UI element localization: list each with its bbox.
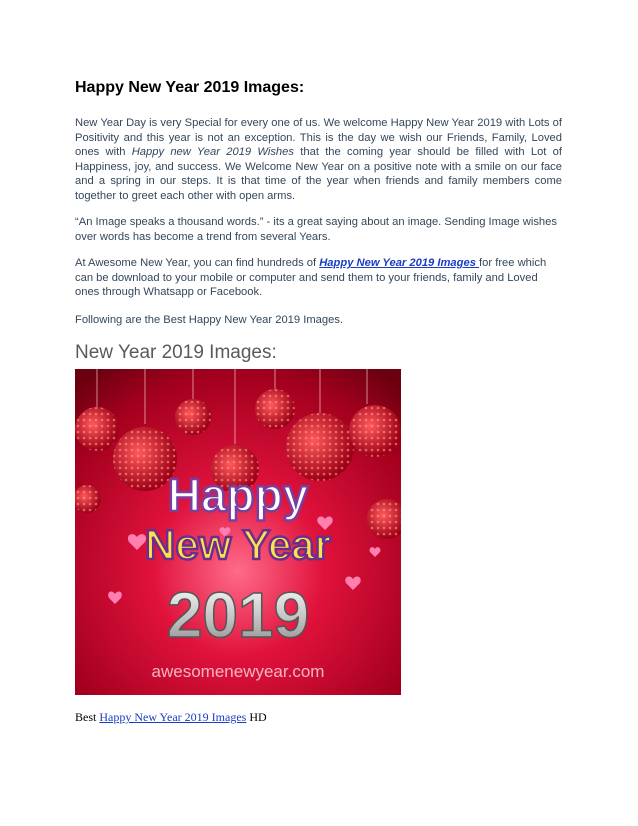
- following-paragraph: Following are the Best Happy New Year 2019 Images.: [75, 314, 344, 326]
- site-text-end: for free which can be download to your mobile or computer and send them to your friends, family and Loved ones through Whatsapp or Facebook.: [75, 257, 547, 298]
- image-year: 2019: [166, 579, 310, 651]
- image-line2: New Year: [144, 521, 332, 568]
- caption-text-end: HD: [246, 710, 267, 724]
- site-paragraph: [75, 256, 562, 300]
- image-line1: Happy: [167, 469, 309, 521]
- image-caption: [75, 710, 267, 725]
- intro-emphasis: Happy new Year 2019 Wishes: [131, 146, 294, 158]
- caption-text-start: Best: [75, 710, 100, 724]
- images-link[interactable]: Happy New Year 2019 Images: [319, 257, 480, 269]
- intro-paragraph: [75, 116, 562, 203]
- site-text-start: At Awesome New Year, you can find hundreds of: [75, 257, 320, 269]
- intro-text-end: that the coming year should be filled with Lot of Happiness, joy, and success. We Welcome New Year on a positive note with a smile on our face and a spring in our steps. It is that time of the year when friends and family members come together to greet each other with open arms.: [75, 146, 563, 202]
- caption-link[interactable]: Happy New Year 2019 Images: [99, 710, 247, 724]
- image-watermark: awesomenewyear.com: [151, 662, 325, 681]
- section-heading: New Year 2019 Images:: [75, 342, 277, 363]
- intro-text-start: New Year Day is very Special for every one of us. We welcome Happy New Year 2019 with Lots of Positivity and this year is not an exception. This is the day we wish our Friends, Family, Loved ones with: [75, 117, 562, 158]
- new-year-image: [75, 369, 401, 695]
- quote-paragraph: “An Image speaks a thousand words.” - its a great saying about an image. Sending Image wishes over words has become a trend from several Years.: [75, 216, 557, 243]
- page-title: Happy New Year 2019 Images:: [75, 79, 305, 96]
- new-year-image-svg: [75, 369, 401, 695]
